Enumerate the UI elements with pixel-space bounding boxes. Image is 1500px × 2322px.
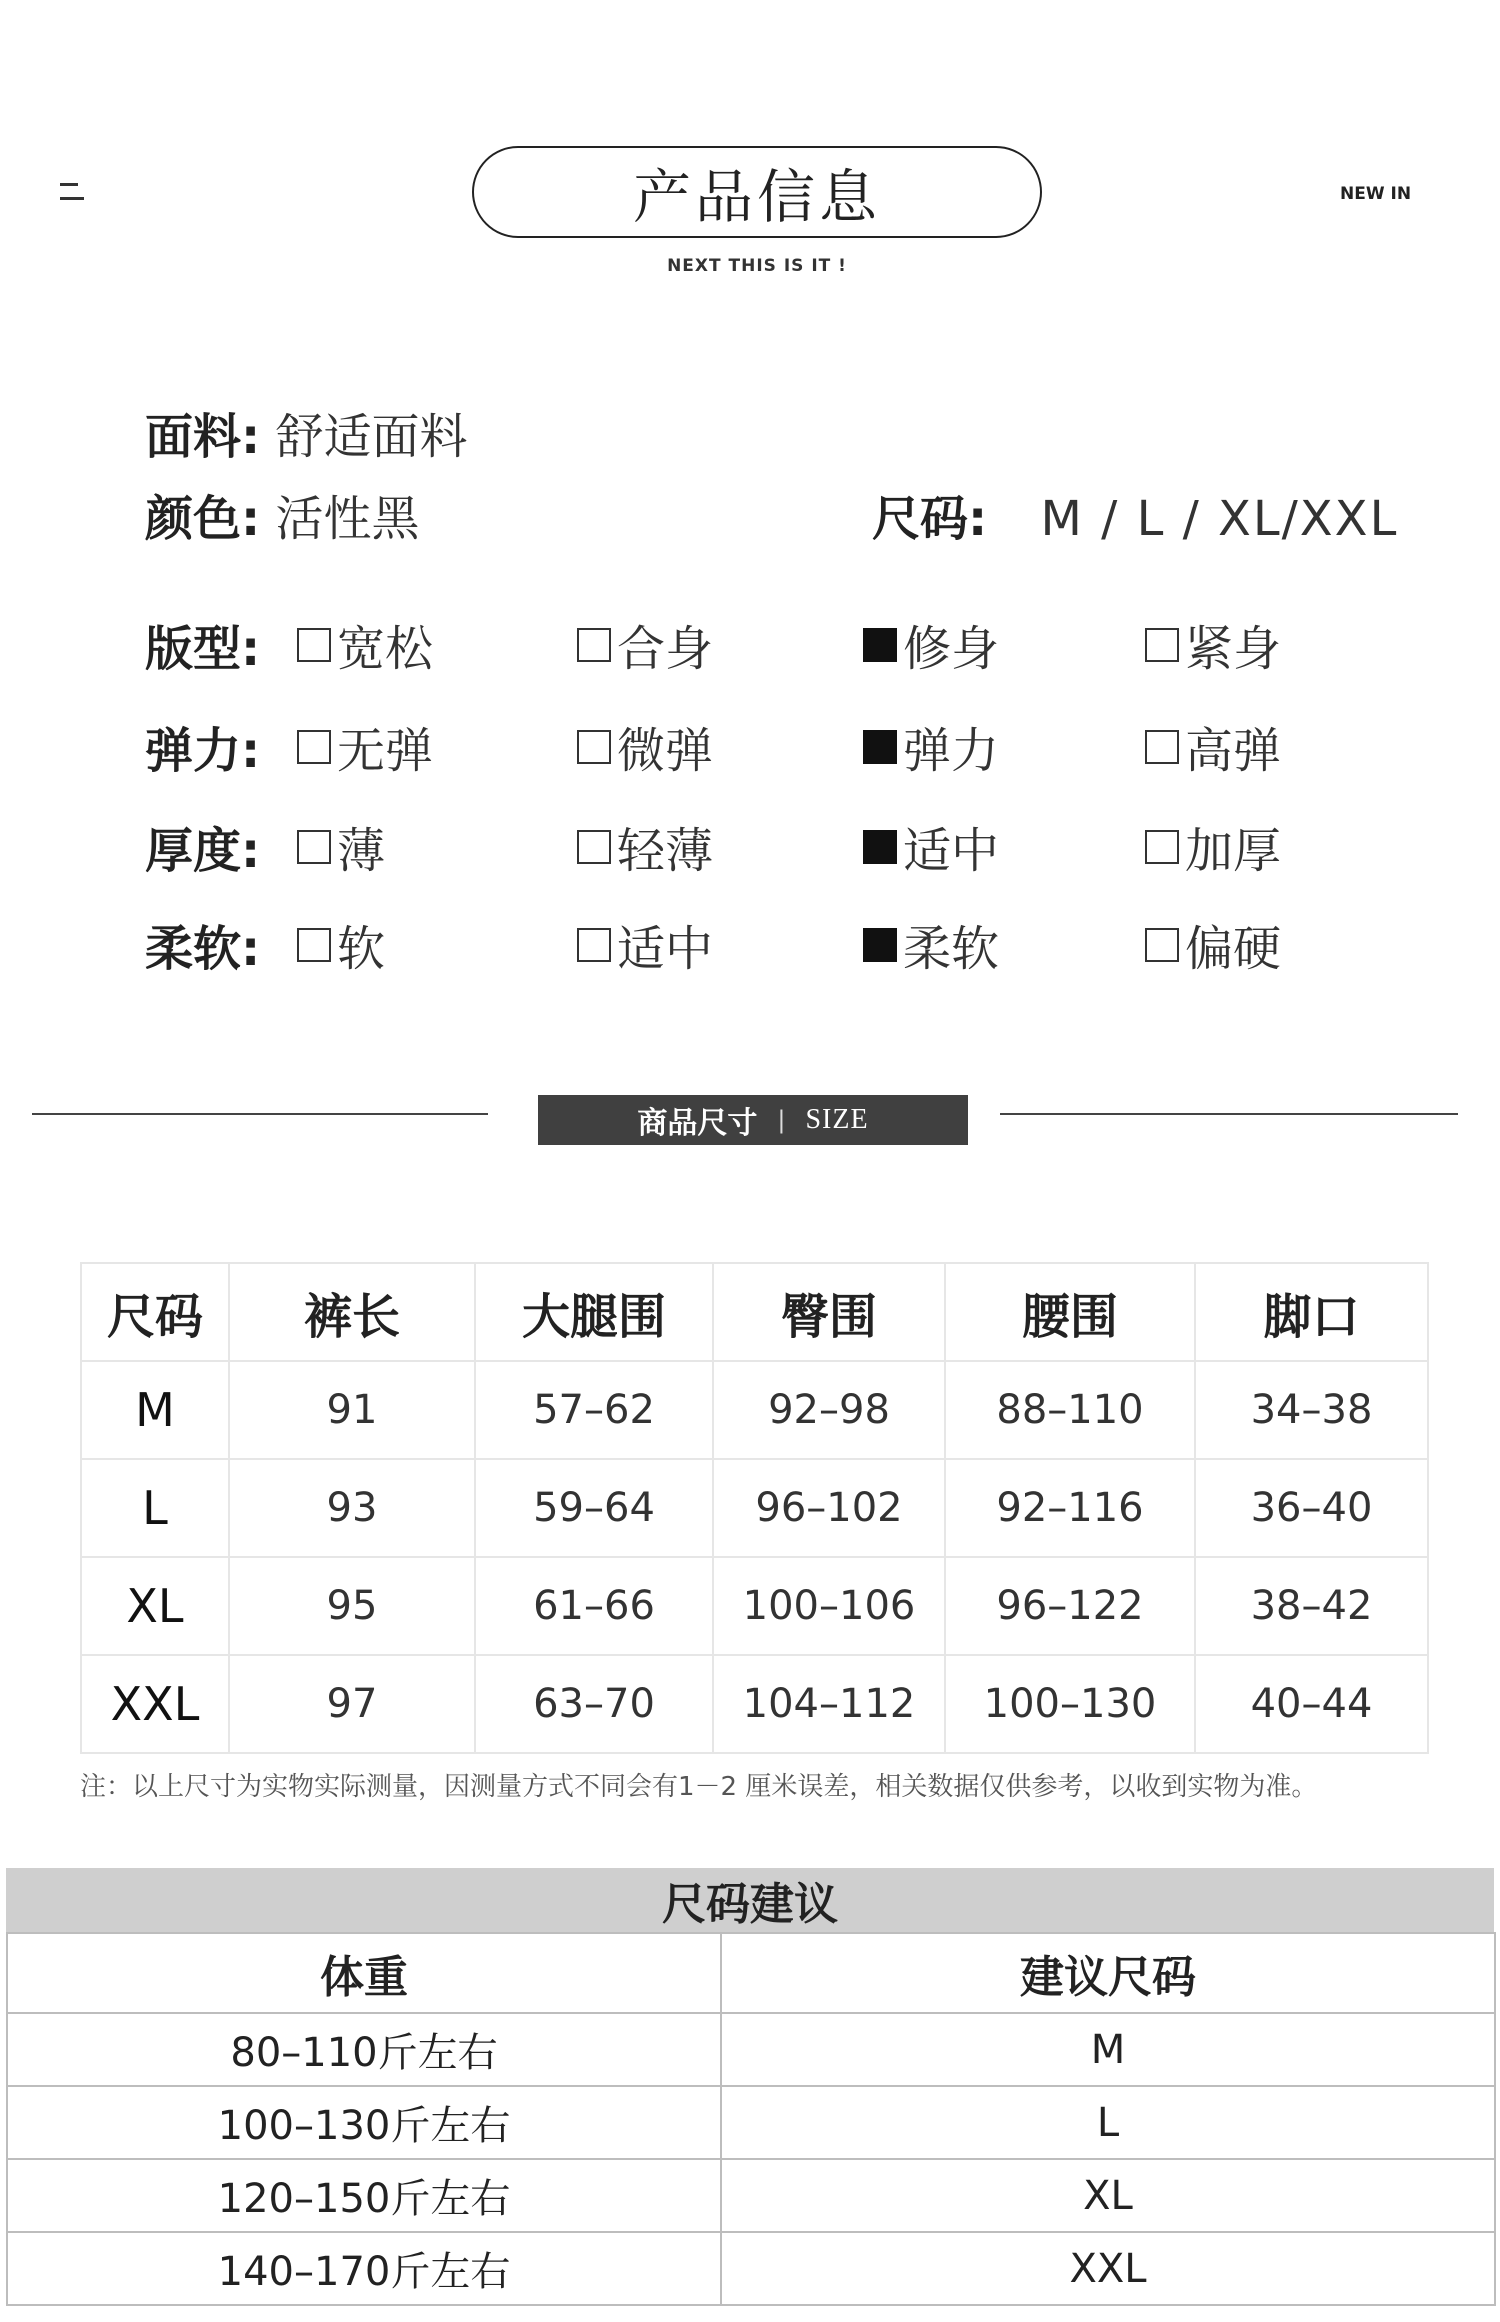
table-cell: 91 xyxy=(229,1361,475,1459)
table-cell: 63–70 xyxy=(475,1655,713,1753)
option-slight-stretch: 微弹 xyxy=(577,712,713,781)
page-subtitle: NEXT THIS IS IT ! xyxy=(667,256,847,276)
option-no-stretch: 无弹 xyxy=(297,712,433,781)
table-cell: M xyxy=(81,1361,229,1459)
column-header: 体重 xyxy=(7,1933,721,2013)
banner-title-cn: 商品尺寸 xyxy=(637,1106,758,1141)
fabric-info xyxy=(145,398,467,467)
table-cell: 40–44 xyxy=(1195,1655,1428,1753)
option-moderate: 适中 xyxy=(577,910,713,979)
divider-right xyxy=(1000,1113,1458,1115)
checkbox-checked-icon xyxy=(863,730,897,764)
attribute-label: 弹力: xyxy=(145,723,261,779)
checkbox-icon xyxy=(577,628,611,662)
table-row xyxy=(7,2232,1495,2305)
checkbox-icon xyxy=(297,928,331,962)
column-header: 大腿围 xyxy=(475,1263,713,1361)
size-value: M / L / XL/XXL xyxy=(1040,491,1399,547)
table-cell: M xyxy=(721,2013,1495,2086)
fabric-label: 面料: xyxy=(145,409,261,465)
option-medium: 适中 xyxy=(863,812,999,881)
table-cell: 61–66 xyxy=(475,1557,713,1655)
attribute-row-elasticity xyxy=(145,712,1405,779)
table-row xyxy=(81,1361,1428,1459)
option-slim: 修身 xyxy=(863,610,999,679)
option-stretch: 弹力 xyxy=(863,712,999,781)
table-cell: 104–112 xyxy=(713,1655,945,1753)
table-cell: 96–102 xyxy=(713,1459,945,1557)
divider-left xyxy=(32,1113,488,1115)
table-cell: 95 xyxy=(229,1557,475,1655)
table-cell: 96–122 xyxy=(945,1557,1195,1655)
checkbox-icon xyxy=(1145,928,1179,962)
table-cell: 120–150斤左右 xyxy=(7,2159,721,2232)
table-cell: 100–106 xyxy=(713,1557,945,1655)
attribute-row-fit xyxy=(145,610,1405,677)
option-thick: 加厚 xyxy=(1145,812,1281,881)
size-table xyxy=(80,1262,1429,1754)
checkbox-icon xyxy=(297,730,331,764)
checkbox-icon xyxy=(1145,730,1179,764)
table-cell: 100–130 xyxy=(945,1655,1195,1753)
menu-icon[interactable] xyxy=(60,180,84,204)
table-row xyxy=(7,2086,1495,2159)
color-label: 颜色: xyxy=(145,491,261,547)
table-row xyxy=(81,1655,1428,1753)
attribute-label: 厚度: xyxy=(145,823,261,879)
table-cell: XXL xyxy=(81,1655,229,1753)
attribute-label: 版型: xyxy=(145,621,261,677)
size-label: 尺码: xyxy=(872,491,988,547)
column-header: 裤长 xyxy=(229,1263,475,1361)
banner-separator: | xyxy=(777,1106,786,1134)
banner-title-en: SIZE xyxy=(805,1104,869,1135)
recommendation-table xyxy=(6,1932,1496,2306)
attribute-label: 柔软: xyxy=(145,921,261,977)
table-row xyxy=(7,2159,1495,2232)
table-cell: 59–64 xyxy=(475,1459,713,1557)
color-value: 活性黑 xyxy=(275,491,420,547)
table-cell: 36–40 xyxy=(1195,1459,1428,1557)
option-high-stretch: 高弹 xyxy=(1145,712,1281,781)
checkbox-checked-icon xyxy=(863,830,897,864)
table-cell: 140–170斤左右 xyxy=(7,2232,721,2305)
checkbox-icon xyxy=(577,928,611,962)
checkbox-icon xyxy=(297,628,331,662)
color-info xyxy=(145,480,419,549)
table-row xyxy=(81,1557,1428,1655)
table-cell: XXL xyxy=(721,2232,1495,2305)
table-cell: 57–62 xyxy=(475,1361,713,1459)
column-header: 尺码 xyxy=(81,1263,229,1361)
table-cell: 80–110斤左右 xyxy=(7,2013,721,2086)
option-very-soft: 柔软 xyxy=(863,910,999,979)
checkbox-checked-icon xyxy=(863,628,897,662)
attribute-row-thickness xyxy=(145,812,1405,879)
table-cell: 38–42 xyxy=(1195,1557,1428,1655)
table-cell: 34–38 xyxy=(1195,1361,1428,1459)
option-regular: 合身 xyxy=(577,610,713,679)
column-header: 臀围 xyxy=(713,1263,945,1361)
column-header: 建议尺码 xyxy=(721,1933,1495,2013)
table-cell: 92–116 xyxy=(945,1459,1195,1557)
option-loose: 宽松 xyxy=(297,610,433,679)
table-cell: L xyxy=(721,2086,1495,2159)
column-header: 腰围 xyxy=(945,1263,1195,1361)
table-header-row xyxy=(7,1933,1495,2013)
table-cell: L xyxy=(81,1459,229,1557)
page-title: 产品信息 xyxy=(472,146,1042,238)
size-info xyxy=(872,480,1398,549)
table-cell: 93 xyxy=(229,1459,475,1557)
table-cell: 100–130斤左右 xyxy=(7,2086,721,2159)
option-light-thin: 轻薄 xyxy=(577,812,713,881)
option-soft: 软 xyxy=(297,910,385,979)
table-cell: 88–110 xyxy=(945,1361,1195,1459)
table-header-row xyxy=(81,1263,1428,1361)
table-row xyxy=(81,1459,1428,1557)
checkbox-icon xyxy=(1145,830,1179,864)
checkbox-checked-icon xyxy=(863,928,897,962)
table-cell: 97 xyxy=(229,1655,475,1753)
checkbox-icon xyxy=(1145,628,1179,662)
table-cell: XL xyxy=(721,2159,1495,2232)
checkbox-icon xyxy=(577,830,611,864)
checkbox-icon xyxy=(577,730,611,764)
size-section-banner xyxy=(538,1095,968,1145)
attribute-row-softness xyxy=(145,910,1405,977)
checkbox-icon xyxy=(297,830,331,864)
option-stiff: 偏硬 xyxy=(1145,910,1281,979)
recommendation-title: 尺码建议 xyxy=(6,1868,1494,1932)
option-tight: 紧身 xyxy=(1145,610,1281,679)
measurement-note: 注：以上尺寸为实物实际测量，因测量方式不同会有1－2 厘米误差，相关数据仅供参考，以收到实物为准。 xyxy=(80,1772,1318,1802)
table-cell: XL xyxy=(81,1557,229,1655)
table-cell: 92–98 xyxy=(713,1361,945,1459)
new-in-label: NEW IN xyxy=(1340,184,1412,204)
fabric-value: 舒适面料 xyxy=(275,409,468,465)
option-thin: 薄 xyxy=(297,812,385,881)
table-row xyxy=(7,2013,1495,2086)
column-header: 脚口 xyxy=(1195,1263,1428,1361)
